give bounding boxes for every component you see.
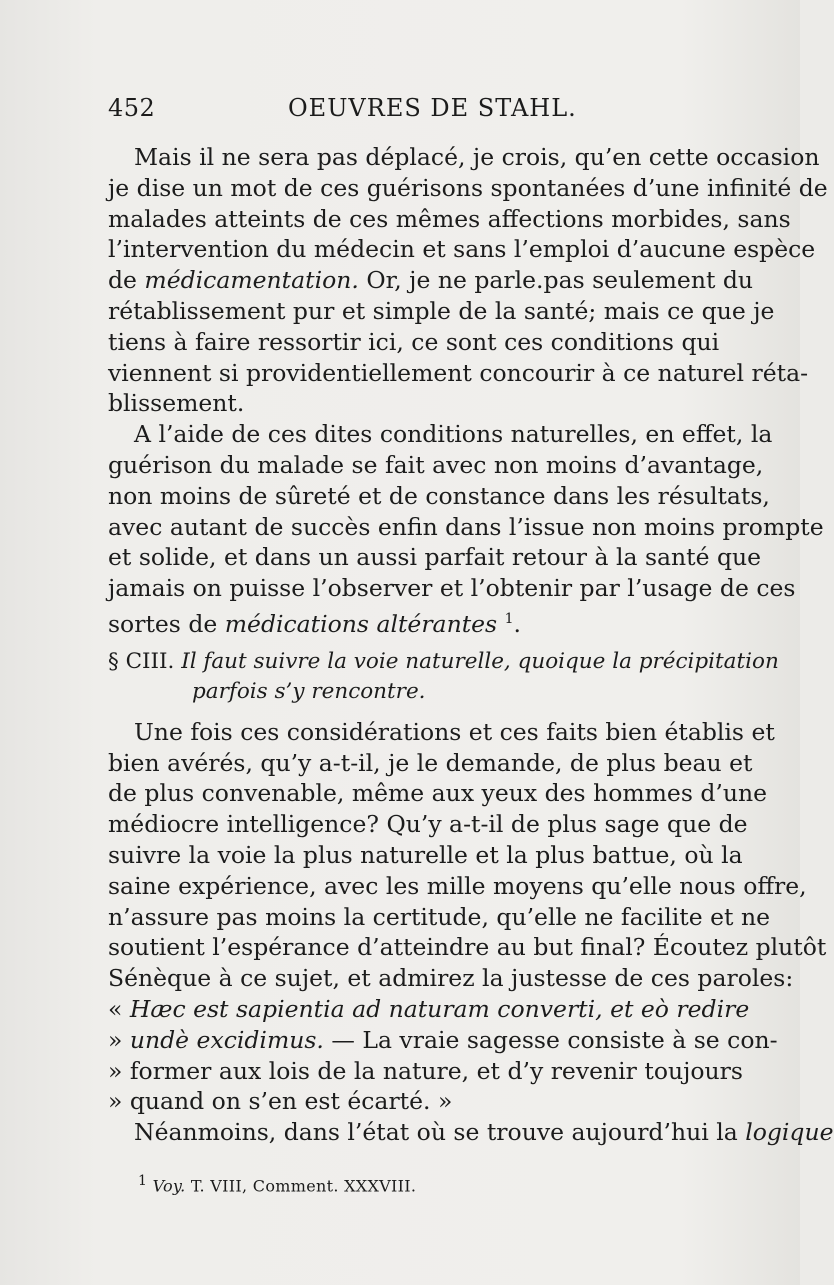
text-line: de plus convenable, même aux yeux des hommes d’une	[108, 779, 768, 808]
text-span: »	[108, 1025, 130, 1054]
text-line: l’intervention du médecin et sans l’emploi d’aucune espèce	[108, 235, 816, 264]
running-title: OEUVRES DE STAHL.	[288, 94, 577, 122]
italic-text: Hæc est sapientia ad naturam converti, et eò redire	[129, 994, 750, 1023]
italic-text: undè excidimus.	[129, 1025, 324, 1054]
text-span: de	[108, 266, 145, 295]
text-line: et solide, et dans un aussi parfait retour à la santé que	[108, 543, 762, 572]
text-line: saine expérience, avec les mille moyens qu’elle nous offre,	[108, 871, 807, 900]
section-title-line: parfois s’y rencontre.	[192, 678, 426, 704]
page-header	[108, 92, 708, 132]
footnote-italic: Voy.	[152, 1176, 186, 1196]
text-span: .	[513, 609, 522, 638]
paragraph-4	[108, 1117, 834, 1148]
section-heading	[108, 647, 779, 707]
text-line: jamais on puisse l’observer et l’obtenir par l’usage de ces	[108, 574, 796, 603]
footnote-number: 1	[138, 1173, 148, 1189]
quote-line	[108, 994, 750, 1025]
section-title: Il faut suivre la voie naturelle, quoique la précipitation	[181, 648, 779, 674]
text-line: soutient l’espérance d’atteindre au but final? Écoutez plutôt	[108, 933, 827, 962]
text-line	[108, 604, 698, 638]
spacer	[108, 707, 698, 717]
text-line: Sénèque à ce sujet, et admirez la justesse de ces paroles:	[108, 964, 794, 993]
text-span: Or, je ne parle.pas seulement du	[358, 266, 754, 295]
italic-text: logique	[745, 1118, 834, 1147]
text-line: rétablissement pur et simple de la santé; mais ce que je	[108, 296, 775, 325]
footnote-text: T. VIII, Comment. XXXVIII.	[185, 1176, 417, 1196]
text-line: je dise un mot de ces guérisons spontanées d’une infinité de	[108, 173, 828, 202]
text-line	[108, 265, 754, 296]
text-line: viennent si providentiellement concourir à ce naturel réta-	[108, 358, 809, 387]
text-span	[497, 610, 504, 638]
text-line: blissement.	[108, 389, 245, 418]
quote-line: » quand on s’en est écarté. »	[108, 1087, 453, 1116]
section-number: § CIII.	[108, 648, 175, 674]
text-line	[108, 1117, 834, 1148]
text-line: A l’aide de ces dites conditions naturelles, en effet, la	[134, 420, 773, 449]
body-text	[108, 142, 834, 1148]
paragraph-3	[108, 717, 827, 1117]
text-line: tiens à faire ressortir ici, ce sont ces conditions qui	[108, 327, 720, 356]
page-number: 452	[108, 94, 156, 122]
text-line: Mais il ne sera pas déplacé, je crois, qu’en cette occasion	[134, 143, 820, 171]
text-span: Néanmoins, dans l’état où se trouve aujourd’hui la	[134, 1118, 746, 1147]
text-line: non moins de sûreté et de constance dans les résultats,	[108, 481, 770, 510]
text-line: n’assure pas moins la certitude, qu’elle ne facilite et ne	[108, 902, 770, 931]
quote-line: » former aux lois de la nature, et d’y revenir toujours	[108, 1056, 743, 1085]
section-title-line	[108, 647, 779, 677]
text-line: bien avérés, qu’y a-t-il, je le demande, de plus beau et	[108, 748, 753, 777]
quote-line	[108, 1025, 778, 1056]
paragraph-1	[108, 142, 828, 419]
text-span: — La vraie sagesse consiste à se con-	[323, 1025, 778, 1054]
text-line: médiocre intelligence? Qu’y a-t-il de plus sage que de	[108, 810, 748, 839]
italic-text: médications altérantes	[224, 609, 498, 638]
text-line: Une fois ces considérations et ces faits bien établis et	[134, 717, 775, 746]
text-line: malades atteints de ces mêmes affections morbides, sans	[108, 204, 791, 233]
text-line: avec autant de succès enfin dans l’issue non moins prompte	[108, 512, 824, 541]
italic-text: médicamentation.	[144, 266, 359, 295]
text-span: «	[108, 994, 130, 1023]
text-line: guérison du malade se fait avec non moins d’avantage,	[108, 450, 764, 479]
paragraph-2	[108, 419, 824, 638]
footnote-marker: 1	[504, 610, 514, 627]
footnote	[138, 1173, 416, 1195]
text-span: sortes de	[108, 609, 225, 638]
text-line: suivre la voie la plus naturelle et la plus battue, où la	[108, 840, 743, 869]
